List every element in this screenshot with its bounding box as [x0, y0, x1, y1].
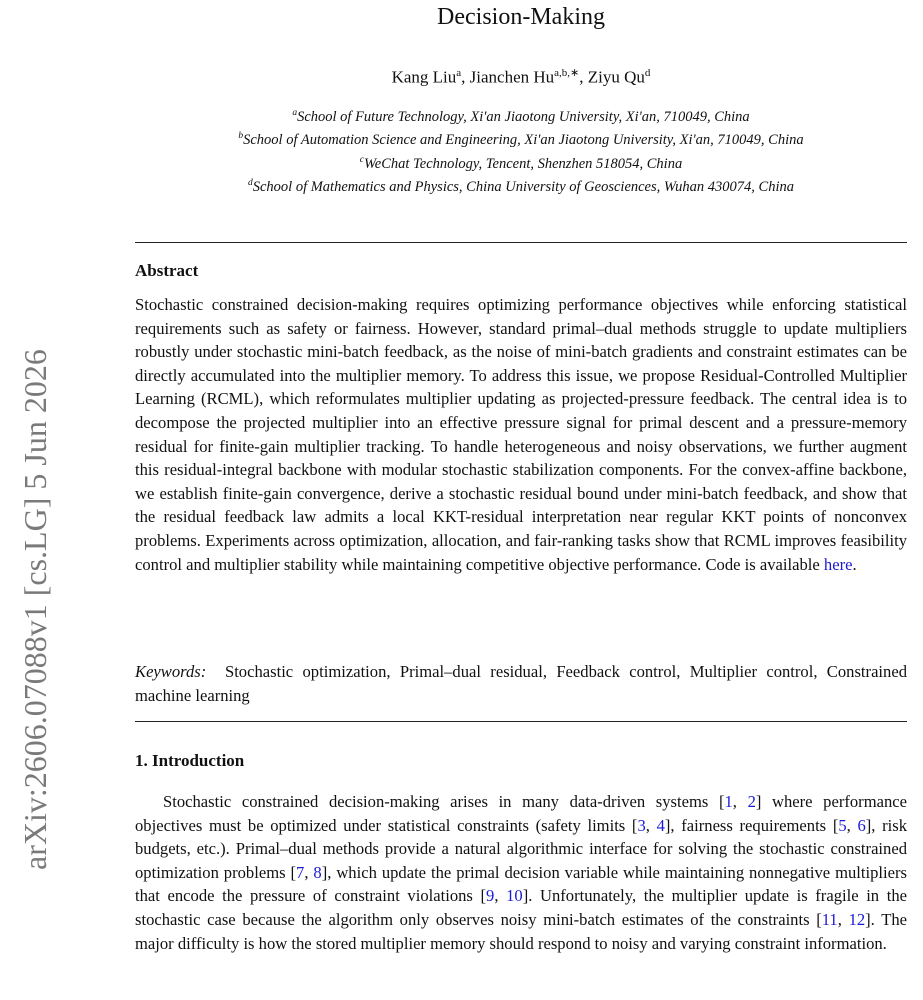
citation-link[interactable]: 1	[724, 792, 733, 811]
introduction-segment: ,	[732, 792, 748, 811]
affiliation	[135, 104, 907, 127]
author-affiliation-mark: a,b,∗	[554, 67, 580, 79]
citation-link[interactable]: 8	[313, 862, 322, 882]
affiliation-mark: d	[247, 177, 253, 188]
citation-link[interactable]: 2	[747, 792, 756, 811]
citation-link[interactable]: 9	[486, 886, 495, 906]
affiliation-text: School of Automation Science and Engineering, Xi'an Jiaotong University, Xi'an, 710049, China	[243, 132, 804, 149]
introduction-segment: ], which update the primal decision variable while maintaining nonnegative multipliers that encode the pressure of constraint violations [	[135, 862, 907, 906]
citation-link[interactable]: 7	[296, 862, 305, 882]
citation-link[interactable]: 3	[637, 815, 646, 835]
introduction-segment: ], fairness requirements [	[664, 815, 839, 835]
introduction-segment: ] where performance objectives must be optimized under statistical constraints (safety limits [	[135, 792, 908, 835]
introduction-segment: Stochastic constrained decision-making arises in many data-driven systems [	[163, 792, 725, 811]
top-divider	[135, 242, 907, 243]
introduction-segment: ]. Unfortunately, the multiplier update is fragile in the stochastic case because the algorithm only observes noisy mini-batch estimates of the constraints [	[135, 886, 907, 929]
citation-link[interactable]: 11	[821, 909, 838, 929]
affiliation-text: WeChat Technology, Tencent, Shenzhen 518054, China	[364, 155, 683, 172]
introduction-heading: 1. Introduction	[135, 751, 245, 770]
introduction-text	[135, 790, 907, 955]
introduction-segment: ,	[846, 815, 858, 835]
introduction-segment: ], risk budgets, etc.). Primal–dual methods provide a natural algorithmic interface for solving the stochastic constrained optimization problems [	[135, 815, 908, 882]
abstract-text	[135, 293, 907, 576]
citation-link[interactable]: 10	[506, 886, 523, 906]
code-link[interactable]: here	[823, 554, 853, 574]
abstract-heading: Abstract	[135, 261, 199, 280]
affiliation	[135, 151, 907, 174]
keywords	[135, 660, 907, 707]
author-list: Kang Liu$^a$, Jianchen $Hu^{a,b,∗}$, Ziyu Qu$^d$	[391, 67, 651, 87]
bottom-divider	[135, 721, 907, 722]
author-affiliation-mark: d	[644, 67, 651, 79]
affiliation-mark: b	[238, 131, 244, 142]
author-name: Ziyu Qu	[587, 67, 645, 87]
author-name: Jianchen Hu	[469, 67, 555, 87]
keywords-label: Keywords:	[135, 662, 207, 681]
affiliation-text: School of Future Technology, Xi'an Jiaotong University, Xi'an, 710049, China	[297, 108, 750, 125]
citation-link[interactable]: 5	[838, 815, 847, 835]
citation-link[interactable]: 6	[857, 815, 866, 835]
affiliation	[135, 127, 907, 150]
abstract-body: Stochastic constrained decision-making requires optimizing performance objectives while enforcing statistical requirements such as safety or fairness. However, standard primal–dual methods struggle to update multipliers robustly under stochastic mini-batch feedback, as the noise of mini-batch gradients and constraint estimates can be directly accumulated into the multiplier memory. To address this issue, we propose Residual-Controlled Multiplier Learning (RCML), which reformulates multiplier updating as projected-pressure feedback. The central idea is to decompose the projected multiplier into an effective pressure signal for primal descent and a pressure-memory residual for finite-gain multiplier tracking. To handle heterogeneous and noisy observations, we further augment this residual-integral backbone with modular stochastic stabilization components. For the convex-affine backbone, we establish finite-gain convergence, derive a stochastic residual bound under mini-batch feedback, and show that the residual feedback law admits a local KKT-residual interpretation near regular KKT points of nonconvex problems. Experiments across optimization, allocation, and fair-ranking tasks show that RCML improves feasibility control and multiplier stability while maintaining competitive objective performance. Code is available	[135, 295, 907, 574]
paper-title: Decision-Making	[437, 4, 605, 30]
introduction-segment: ,	[304, 862, 314, 882]
introduction-segment: ,	[837, 909, 849, 929]
affiliation-mark: a	[292, 108, 298, 118]
citation-link[interactable]: 12	[848, 909, 866, 929]
affiliation	[135, 174, 907, 197]
author-affiliation-mark: a	[456, 67, 462, 79]
citation-link[interactable]: 4	[656, 815, 665, 835]
introduction-segment: ]. The major difficulty is how the stored multiplier memory should respond to noisy and varying constraint information.	[135, 909, 908, 953]
arxiv-identifier: arXiv:2606.07088v1 [cs.LG] 5 Jun 2026	[17, 349, 53, 870]
affiliation-list	[135, 104, 907, 197]
abstract-trailing: .	[852, 554, 857, 574]
affiliation-mark: c	[359, 154, 365, 165]
affiliation-text: School of Mathematics and Physics, China University of Geosciences, Wuhan 430074, China	[252, 178, 794, 195]
introduction-segment: ,	[645, 815, 657, 835]
introduction-segment: ,	[494, 886, 507, 906]
author-name: Kang Liu	[391, 67, 457, 87]
keywords-text: Stochastic optimization, Primal–dual residual, Feedback control, Multiplier control, Constrained machine learning	[135, 662, 908, 705]
